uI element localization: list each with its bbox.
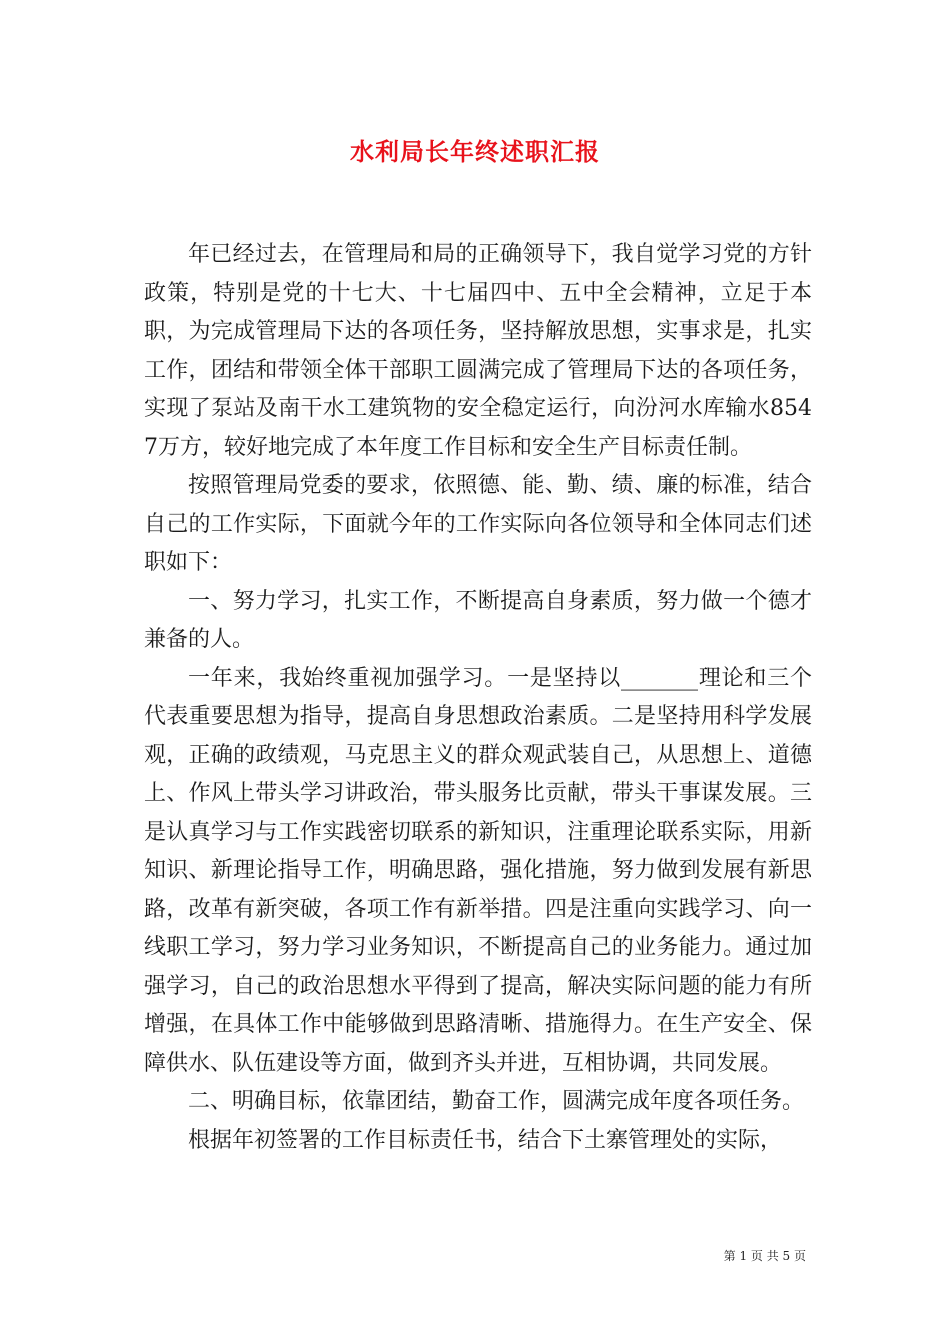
paragraph-preface: 按照管理局党委的要求，依照德、能、勤、绩、廉的标准，结合自己的工作实际，下面就今年的工作实际向各位领导和全体同志们述职如下： [144,473,812,575]
document-body [144,236,812,1160]
paragraph-intro: 年已经过去，在管理局和局的正确领导下，我自觉学习党的方针政策，特别是党的十七大、十七届四中、五中全会精神，立足于本职，为完成管理局下达的各项任务，坚持解放思想，实事求是，扎实工作，团结和带领全体干部职工圆满完成了管理局下达的各项任务，实现了泵站及南干水工建筑物的安全稳定运行，向汾河水库输水8547万方，较好地完成了本年度工作目标和安全生产目标责任制。 [144,242,812,460]
document-title: 水利局长年终述职汇报 [350,137,600,166]
paragraph-goals: 根据年初签署的工作目标责任书，结合下土寨管理处的实际， [188,1127,783,1153]
section-heading-2: 二、明确目标，依靠团结，勤奋工作，圆满完成年度各项任务。 [188,1089,805,1114]
section-heading-1: 一、努力学习，扎实工作，不断提高自身素质，努力做一个德才兼备的人。 [144,588,812,652]
page-footer: 第 1 页 共 5 页 [723,1249,806,1263]
paragraph-study: 一年来，我始终重视加强学习。一是坚持以_______理论和三个代表重要思想为指导，提高自身思想政治素质。二是坚持用科学发展观，正确的政绩观，马克思主义的群众观武装自己，从思想上、道德上、作风上带头学习讲政治，带头服务比贡献，带头干事谋发展。三是认真学习与工作实践密切联系的新知识，注重理论联系实际，用新知识、新理论指导工作，明确思路，强化措施，努力做到发展有新思路，改革有新突破，各项工作有新举措。四是注重向实践学习、向一线职工学习，努力学习业务知识，不断提高自己的业务能力。通过加强学习，自己的政治思想水平得到了提高，解决实际问题的能力有所增强，在具体工作中能够做到思路清晰、措施得力。在生产安全、保障供水、队伍建设等方面，做到齐头并进，互相协调，共同发展。 [144,665,812,1076]
